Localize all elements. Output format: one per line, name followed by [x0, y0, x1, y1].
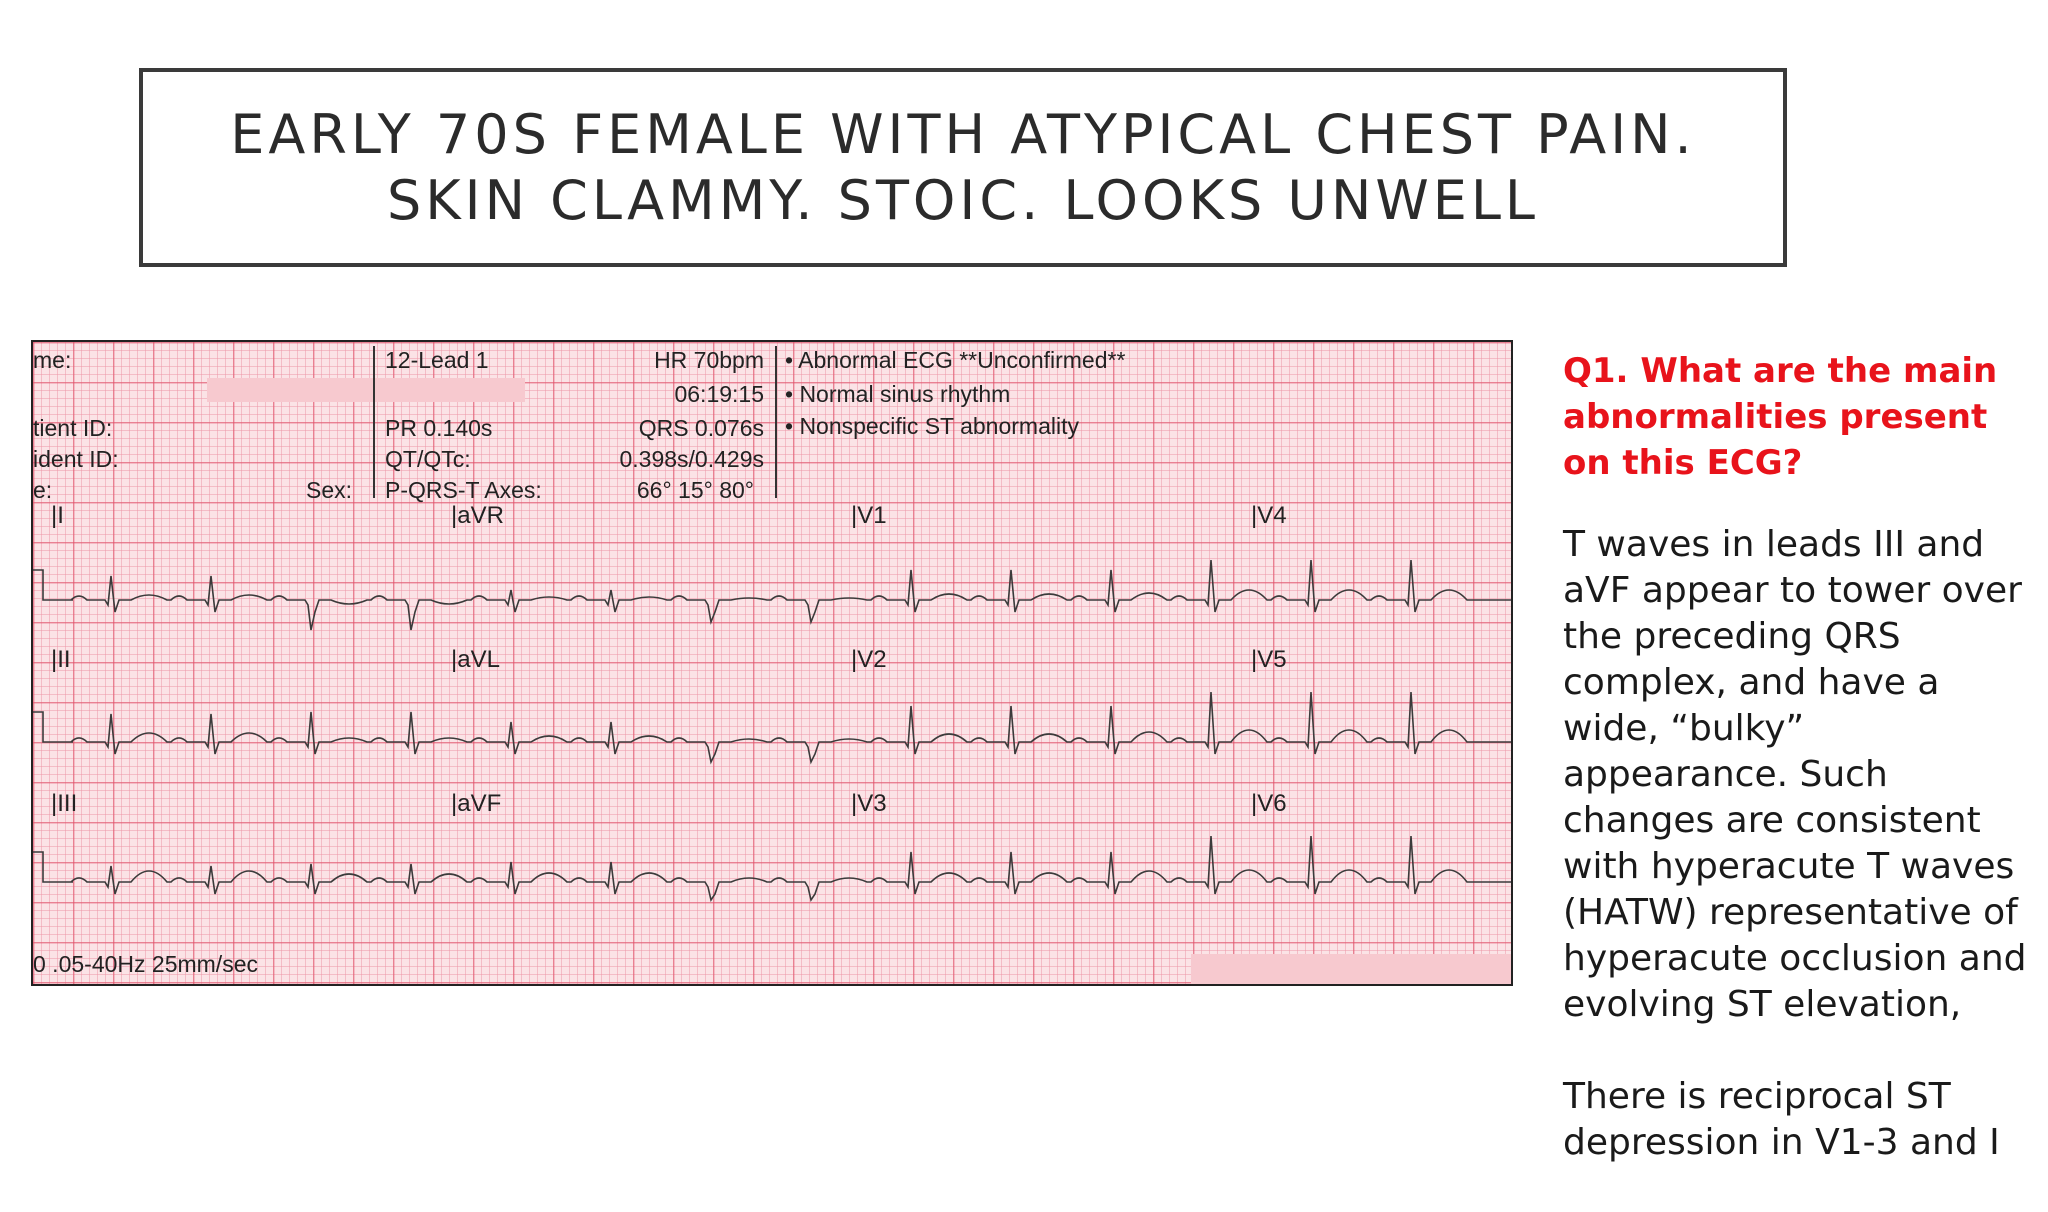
ecg-lead-label-v1: |V1	[851, 502, 887, 529]
ecg-lead-label-v4: |V4	[1251, 502, 1287, 529]
ecg-axes-label: P-QRS-T Axes:	[385, 477, 542, 503]
ecg-lead-label-avr: |aVR	[451, 502, 504, 529]
ecg-interpretation-2: • Normal sinus rhythm	[785, 381, 1011, 407]
ecg-lead-label-i: |I	[51, 502, 64, 529]
notes-panel	[1563, 348, 2033, 1212]
ecg-footer-filter: 0 .05-40Hz 25mm/sec	[33, 951, 258, 977]
ecg-qrs: QRS 0.076s	[638, 415, 764, 441]
question-heading: Q1. What are the main abnormalities present on this ECG?	[1563, 351, 1998, 483]
ecg-trace-row-2	[33, 692, 1513, 762]
ecg-traces	[33, 342, 1513, 986]
ecg-lead-label-avl: |aVL	[451, 646, 500, 673]
slide-title-box	[139, 68, 1787, 267]
ecg-hr: HR 70bpm	[654, 347, 764, 373]
ecg-time: 06:19:15	[674, 381, 764, 407]
ecg-interpretation-3: • Nonspecific ST abnormality	[785, 413, 1079, 439]
ecg-qt-qtc-label: QT/QTc:	[385, 446, 471, 472]
ecg-lead-label-iii: |III	[51, 790, 78, 817]
ecg-lead-label-v6: |V6	[1251, 790, 1287, 817]
ecg-qt-qtc-value: 0.398s/0.429s	[619, 446, 764, 472]
ecg-trace-row-3	[33, 836, 1513, 900]
ecg-pr: PR 0.140s	[385, 415, 493, 441]
ecg-name-label: me:	[33, 347, 72, 373]
ecg-lead-label-v3: |V3	[851, 790, 887, 817]
ecg-lead-label-avf: |aVF	[451, 790, 502, 817]
ecg-axes-value: 66° 15° 80°	[636, 477, 754, 503]
ecg-sex-label: Sex:	[306, 477, 353, 503]
ecg-incident-id-label: ident ID:	[33, 446, 119, 472]
ecg-dob-label: e:	[33, 477, 53, 503]
ecg-patient-id-label: tient ID:	[33, 415, 113, 441]
slide-title-line-1: EARLY 70S FEMALE WITH ATYPICAL CHEST PAIN.	[230, 102, 1696, 166]
ecg-interpretation-1: • Abnormal ECG **Unconfirmed**	[785, 347, 1126, 373]
ecg-trace-row-1	[33, 560, 1513, 630]
answer-paragraph-2: There is reciprocal ST depression in V1-3 and I	[1563, 1076, 2000, 1163]
ecg-lead-label-ii: |II	[51, 646, 71, 673]
ecg-lead-title: 12-Lead 1	[385, 347, 489, 373]
answer-paragraph-1: T waves in leads III and aVF appear to tower over the preceding QRS complex, and have a wide, “bulky” appearance. Such changes are consistent with hyperacute T waves (HATW) representative of hyperacute occlusion and evolving ST elevation,	[1563, 524, 2027, 1025]
slide-title-line-2: SKIN CLAMMY. STOIC. LOOKS UNWELL	[386, 168, 1540, 232]
ecg-lead-label-v5: |V5	[1251, 646, 1287, 673]
ecg-lead-label-v2: |V2	[851, 646, 887, 673]
ecg-strip-image	[31, 340, 1513, 986]
